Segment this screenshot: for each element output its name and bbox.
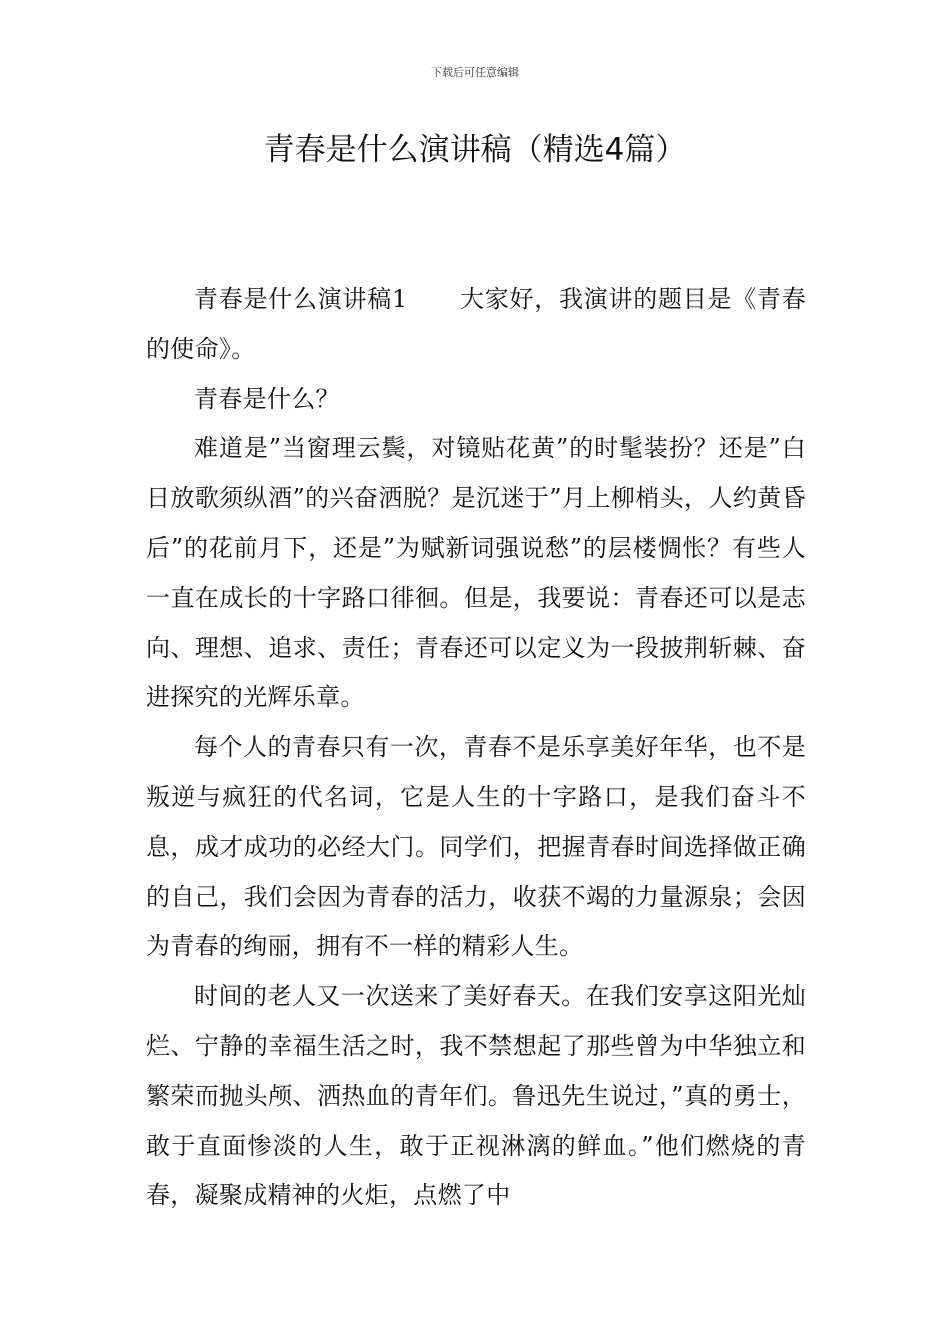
paragraph-1-text: 大家好，我演讲的题目是《青春的使命》。	[146, 285, 806, 363]
document-title: 青春是什么演讲稿（精选4篇）	[263, 132, 687, 168]
paragraph-2: 青春是什么？	[194, 384, 340, 413]
paragraph-4: 每个人的青春只有一次，青春不是乐享美好年华，也不是叛逆与疯狂的代名词，它是人生的十字路口，是我们奋斗不息，成才成功的必经大门。同学们，把握青春时间选择做正确的自己，我们会因为青春的活力，收获不竭的力量源泉；会因为青春的绚丽，拥有不一样的精彩人生。	[146, 733, 806, 961]
document-body	[146, 275, 806, 1221]
paragraph-5: 时间的老人又一次送来了美好春天。在我们安享这阳光灿烂、宁静的幸福生活之时，我不禁想起了那些曾为中华独立和繁荣而抛头颅、洒热血的青年们。鲁迅先生说过，”真的勇士，敢于直面惨淡的人生，敢于正视淋漓的鲜血。”他们燃烧的青春，凝聚成精神的火炬，点燃了中	[146, 982, 806, 1210]
paragraph-1	[146, 275, 806, 375]
header-note: 下载后可任意编辑	[431, 66, 519, 79]
section-heading: 青春是什么演讲稿1	[194, 285, 408, 313]
paragraph-3: 难道是”当窗理云鬓，对镜贴花黄”的时髦装扮？还是”白日放歌须纵酒”的兴奋洒脱？是沉迷于”月上柳梢头，人约黄昏后”的花前月下，还是”为赋新词强说愁”的层楼惆怅？有些人一直在成长的十字路口徘徊。但是，我要说：青春还可以是志向、理想、追求、责任；青春还可以定义为一段披荆斩棘、奋进探究的光辉乐章。	[146, 434, 806, 712]
